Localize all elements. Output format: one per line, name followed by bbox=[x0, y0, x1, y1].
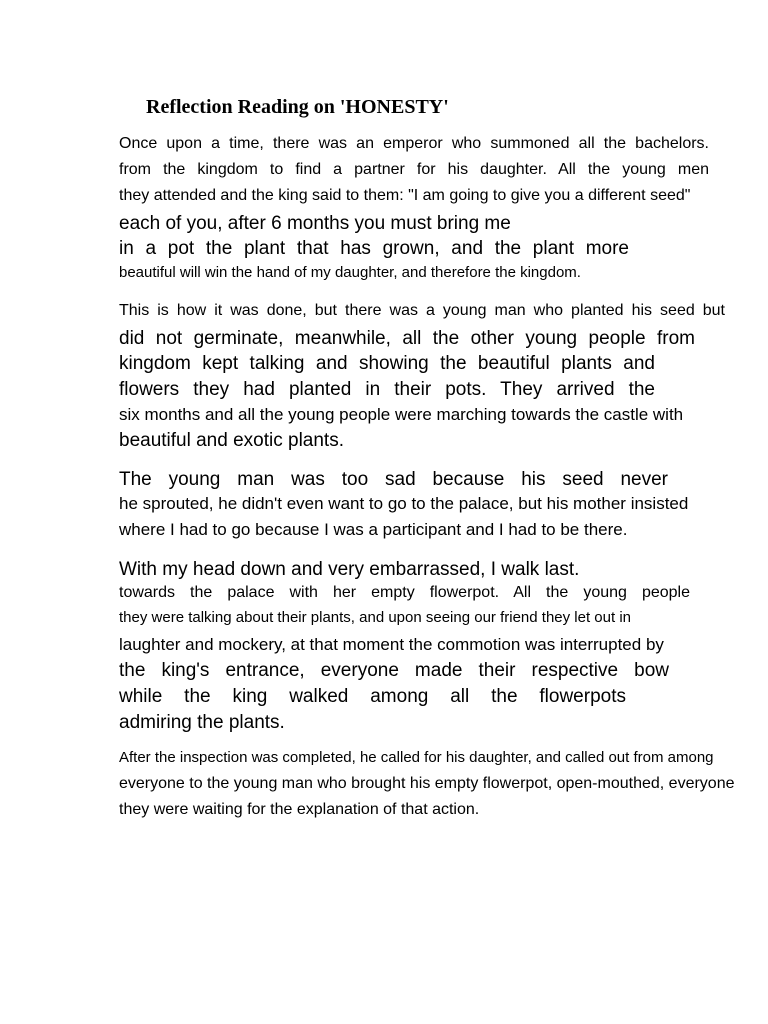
paragraph-5-line-1: After the inspection was completed, he called for his daughter, and called out from among bbox=[119, 749, 714, 766]
paragraph-3-line-3: where I had to go because I was a participant and I had to be there. bbox=[119, 520, 628, 539]
paragraph-4-line-6: while the king walked among all the flowerpots bbox=[119, 686, 626, 707]
paragraph-5-line-3: they were waiting for the explanation of that action. bbox=[119, 801, 480, 818]
paragraph-2-line-3: kingdom kept talking and showing the beautiful plants and bbox=[119, 353, 655, 374]
paragraph-4-line-1: With my head down and very embarrassed, I walk last. bbox=[119, 559, 580, 580]
paragraph-1-line-1: Once upon a time, there was an emperor who summoned all the bachelors. bbox=[119, 135, 709, 152]
paragraph-4-line-5: the king's entrance, everyone made their respective bow bbox=[119, 660, 669, 681]
paragraph-2-line-4: flowers they had planted in their pots. They arrived the bbox=[119, 379, 655, 400]
paragraph-4-line-7: admiring the plants. bbox=[119, 712, 285, 733]
paragraph-1-line-5: in a pot the plant that has grown, and the plant more bbox=[119, 238, 629, 259]
paragraph-1-line-3: they attended and the king said to them: "I am going to give you a different seed" bbox=[119, 187, 691, 204]
paragraph-1-line-4: each of you, after 6 months you must bring me bbox=[119, 213, 511, 234]
paragraph-4-line-3: they were talking about their plants, and upon seeing our friend they let out in bbox=[119, 609, 631, 626]
paragraph-4-line-2: towards the palace with her empty flowerpot. All the young people bbox=[119, 584, 690, 601]
paragraph-2-line-6: beautiful and exotic plants. bbox=[119, 430, 344, 451]
paragraph-1-line-6: beautiful will win the hand of my daughter, and therefore the kingdom. bbox=[119, 264, 581, 281]
paragraph-1-line-2: from the kingdom to find a partner for his daughter. All the young men bbox=[119, 161, 709, 178]
paragraph-2-line-2: did not germinate, meanwhile, all the other young people from bbox=[119, 328, 695, 349]
paragraph-4-line-4: laughter and mockery, at that moment the commotion was interrupted by bbox=[119, 635, 664, 654]
paragraph-3-line-2: he sprouted, he didn't even want to go to the palace, but his mother insisted bbox=[119, 494, 689, 513]
document-title: Reflection Reading on 'HONESTY' bbox=[146, 96, 449, 118]
paragraph-5-line-2: everyone to the young man who brought his empty flowerpot, open-mouthed, everyone bbox=[119, 775, 735, 792]
paragraph-2-line-5: six months and all the young people were marching towards the castle with bbox=[119, 405, 684, 424]
paragraph-2-line-1: This is how it was done, but there was a young man who planted his seed but bbox=[119, 302, 725, 319]
paragraph-3-line-1: The young man was too sad because his seed never bbox=[119, 469, 668, 490]
